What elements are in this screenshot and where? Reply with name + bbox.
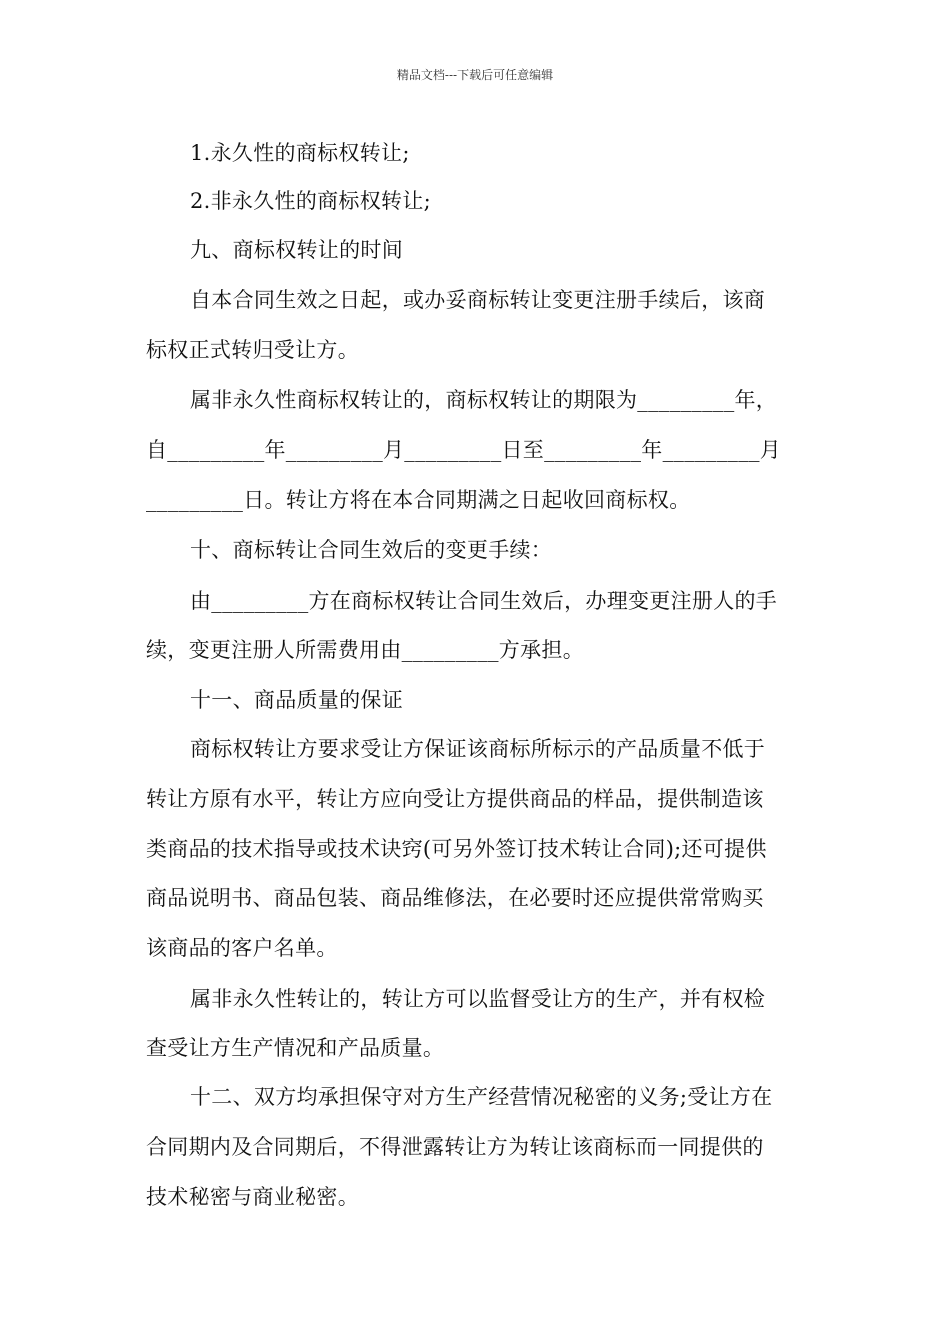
clause-text-line: 商标权转让方要求受让方保证该商标所标示的产品质量不低于 (190, 737, 766, 761)
clause-text-line: 2.非永久性的商标权转让; (190, 189, 432, 213)
clause-text-line: 该商品的客户名单。 (146, 936, 338, 960)
clause-text-line: 自_________年_________月_________日至_________年_________月 (146, 438, 782, 462)
section-heading: 十、商标转让合同生效后的变更手续： (190, 538, 553, 562)
clause-text-line: 由_________方在商标权转让合同生效后，办理变更注册人的手 (190, 589, 778, 613)
clause-text-line: 转让方原有水平，转让方应向受让方提供商品的样品，提供制造该 (146, 787, 764, 811)
page-header: 精品文档---下载后可任意编辑 (396, 68, 554, 82)
clause-text-line: 合同期内及合同期后，不得泄露转让方为转让该商标而一同提供的 (146, 1135, 764, 1159)
clause-text-line: 1.永久性的商标权转让; (190, 141, 410, 165)
clause-text-line: 续，变更注册人所需费用由_________方承担。 (146, 638, 584, 662)
clause-text-line: 类商品的技术指导或技术诀窍(可另外签订技术转让合同);还可提供 (146, 837, 767, 861)
clause-text-line: _________日。转让方将在本合同期满之日起收回商标权。 (146, 488, 691, 512)
section-heading: 九、商标权转让的时间 (190, 238, 403, 262)
section-heading: 十二、双方均承担保守对方生产经营情况秘密的义务;受让方在 (190, 1085, 773, 1109)
clause-text-line: 自本合同生效之日起，或办妥商标转让变更注册手续后，该商 (190, 288, 766, 312)
clause-text-line: 商品说明书、商品包装、商品维修法，在必要时还应提供常常购买 (146, 886, 764, 910)
clause-text-line: 属非永久性商标权转让的，商标权转让的期限为_________年， (190, 388, 778, 412)
section-heading: 十一、商品质量的保证 (190, 688, 403, 712)
clause-text-line: 属非永久性转让的，转让方可以监督受让方的生产，并有权检 (190, 987, 766, 1011)
clause-text-line: 技术秘密与商业秘密。 (146, 1185, 359, 1209)
clause-text-line: 查受让方生产情况和产品质量。 (146, 1036, 445, 1060)
clause-text-line: 标权正式转归受让方。 (146, 338, 359, 362)
